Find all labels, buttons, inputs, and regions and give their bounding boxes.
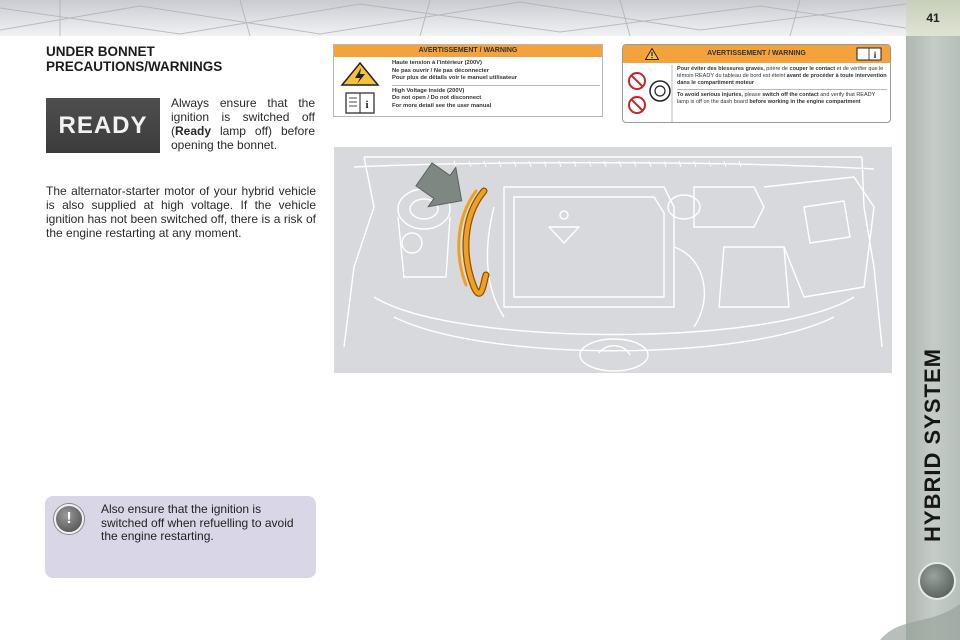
manual-book-icon bbox=[856, 47, 882, 61]
lightning-warning-icon bbox=[338, 61, 382, 115]
section-title-text: HYBRID SYSTEM bbox=[920, 348, 946, 542]
paragraph-ignition-off-bold: Ready bbox=[175, 124, 212, 138]
warning-fr-bold-3: avant de procéder à toute intervention dans le compartiment moteur bbox=[677, 73, 887, 86]
warning-en-bold-3: before working in the engine compartment bbox=[749, 99, 861, 105]
note-text: Also ensure that the ignition is switched off when refuelling to avoid the engine restarting. bbox=[101, 502, 294, 543]
page-number-box bbox=[906, 0, 960, 36]
warning-fr-text-1: prière de bbox=[764, 66, 790, 72]
page-title-line-1: UNDER BONNET bbox=[46, 44, 155, 59]
section-title bbox=[906, 340, 960, 550]
bottom-wave-decoration bbox=[880, 596, 960, 640]
warning-fr-bold-2: couper le contact bbox=[789, 66, 836, 72]
paragraph-ignition-off-after: lamp off) before opening the bonnet. bbox=[171, 124, 315, 152]
page-number: 41 bbox=[926, 11, 940, 25]
warning-label-text bbox=[677, 66, 887, 106]
paragraph-ignition-off bbox=[171, 96, 315, 152]
warning-en-text-2: and verify that READY lamp is off on the dash board bbox=[677, 92, 876, 105]
paragraph-ignition-off-before: Always ensure that the ignition is switched off ( bbox=[171, 96, 315, 138]
warning-label-high-voltage bbox=[333, 44, 603, 117]
svg-text:i: i bbox=[365, 99, 369, 111]
top-banner bbox=[0, 0, 906, 36]
warning-label-divider bbox=[677, 89, 887, 90]
warning-label-french-text bbox=[677, 66, 887, 87]
warning-label-line: Haute tension à l'intérieur (200V) bbox=[392, 60, 482, 66]
warning-en-bold-1: To avoid serious injuries, bbox=[677, 92, 743, 98]
warning-en-bold-2: switch off the contact bbox=[762, 92, 819, 98]
warning-fr-text-2: et de vérifier que le témoin READY du tableau de bord est éteint bbox=[677, 66, 884, 79]
engine-drawing bbox=[334, 147, 892, 373]
paragraph-alternator-starter: The alternator-starter motor of your hybrid vehicle is also supplied at high voltage. If the vehicle ignition has not been switched off, there is a risk of the engine restarting at any moment. bbox=[46, 184, 316, 240]
warning-label-header bbox=[623, 45, 890, 63]
exclamation-icon: ! bbox=[54, 504, 84, 534]
warning-label-line: Pour plus de détails voir le manuel utilisateur bbox=[392, 75, 517, 81]
warning-en-text-1: please bbox=[742, 92, 763, 98]
warning-label-line: Do not open / Do not disconnect bbox=[392, 95, 482, 101]
svg-text:i: i bbox=[873, 50, 877, 60]
warning-label-line: For more detail see the user manual bbox=[392, 102, 492, 109]
warning-label-serious-injury bbox=[622, 44, 891, 123]
no-touch-pictograms bbox=[625, 65, 675, 123]
ready-lamp-text: READY bbox=[58, 111, 148, 139]
warning-label-line: High Voltage inside (200V) bbox=[392, 87, 465, 94]
warning-label-divider bbox=[392, 85, 600, 86]
caution-triangle-icon bbox=[645, 48, 659, 60]
page-title bbox=[46, 44, 326, 74]
warning-fr-bold-1: Pour éviter des blessures graves, bbox=[677, 66, 765, 72]
page-title-line-2: PRECAUTIONS/WARNINGS bbox=[46, 59, 223, 74]
warning-label-text bbox=[392, 60, 600, 110]
warning-label-header: AVERTISSEMENT / WARNING bbox=[334, 45, 602, 57]
warning-label-english-text bbox=[677, 92, 887, 106]
ready-lamp-image bbox=[46, 98, 160, 153]
engine-compartment-illustration bbox=[334, 147, 892, 373]
warning-label-header-text: AVERTISSEMENT / WARNING bbox=[707, 50, 806, 57]
warning-label-line: Ne pas ouvrir / Ne pas déconnecter bbox=[392, 67, 489, 74]
globe-icon bbox=[918, 562, 956, 600]
